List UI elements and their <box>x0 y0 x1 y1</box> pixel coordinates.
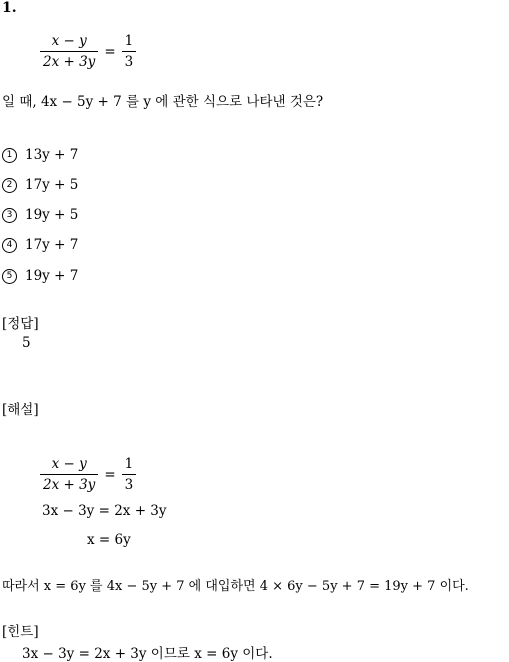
rhs-numerator: 1 <box>122 33 137 52</box>
choice-4[interactable] <box>2 237 78 253</box>
explanation-fraction-denominator: 2x + 3y <box>43 477 96 493</box>
choice-text: 13y + 7 <box>25 147 79 163</box>
choice-text: 17y + 7 <box>25 237 79 253</box>
choice-5[interactable] <box>2 268 78 284</box>
explanation-rhs-numerator: 1 <box>122 456 137 475</box>
choice-marker: 3 <box>2 208 17 223</box>
question-fraction-numerator: x − y <box>40 33 98 52</box>
choice-marker: 2 <box>2 178 17 193</box>
choice-2[interactable] <box>2 177 78 193</box>
equals-sign: = <box>104 43 116 60</box>
explanation-conclusion: 따라서 x = 6y 를 4x − 5y + 7 에 대입하면 4 × 6y − 5y + 7 = 19y + 7 이다. <box>2 579 469 594</box>
explanation-rhs-fraction <box>122 456 137 493</box>
question-fraction <box>40 33 98 70</box>
hint-label: [힌트] <box>2 624 39 640</box>
choice-text: 19y + 5 <box>25 207 79 223</box>
question-equation <box>40 33 136 70</box>
rhs-fraction <box>122 33 137 70</box>
explanation-rhs-denominator: 3 <box>124 477 134 493</box>
explanation-equation-1 <box>40 456 136 493</box>
explanation-equation-2: 3x − 3y = 2x + 3y <box>42 503 167 519</box>
explanation-fraction-numerator: x − y <box>40 456 98 475</box>
choice-1[interactable] <box>2 147 78 163</box>
choice-marker: 4 <box>2 238 17 253</box>
answer-value: 5 <box>22 335 31 351</box>
choice-marker: 1 <box>2 148 17 163</box>
explanation-equation-3: x = 6y <box>87 532 131 548</box>
choice-text: 19y + 7 <box>25 268 79 284</box>
hint-text: 3x − 3y = 2x + 3y 이므로 x = 6y 이다. <box>22 646 273 662</box>
question-fraction-denominator: 2x + 3y <box>43 54 96 70</box>
rhs-denominator: 3 <box>124 54 134 70</box>
choice-text: 17y + 5 <box>25 177 79 193</box>
choice-3[interactable] <box>2 207 78 223</box>
explanation-label: [해설] <box>2 402 39 418</box>
choice-marker: 5 <box>2 269 17 284</box>
explanation-fraction <box>40 456 98 493</box>
answer-label: [정답] <box>2 316 39 332</box>
equals-sign: = <box>104 466 116 483</box>
question-prompt: 일 때, 4x − 5y + 7 를 y 에 관한 식으로 나타낸 것은? <box>2 94 324 110</box>
question-number: 1. <box>2 0 17 16</box>
